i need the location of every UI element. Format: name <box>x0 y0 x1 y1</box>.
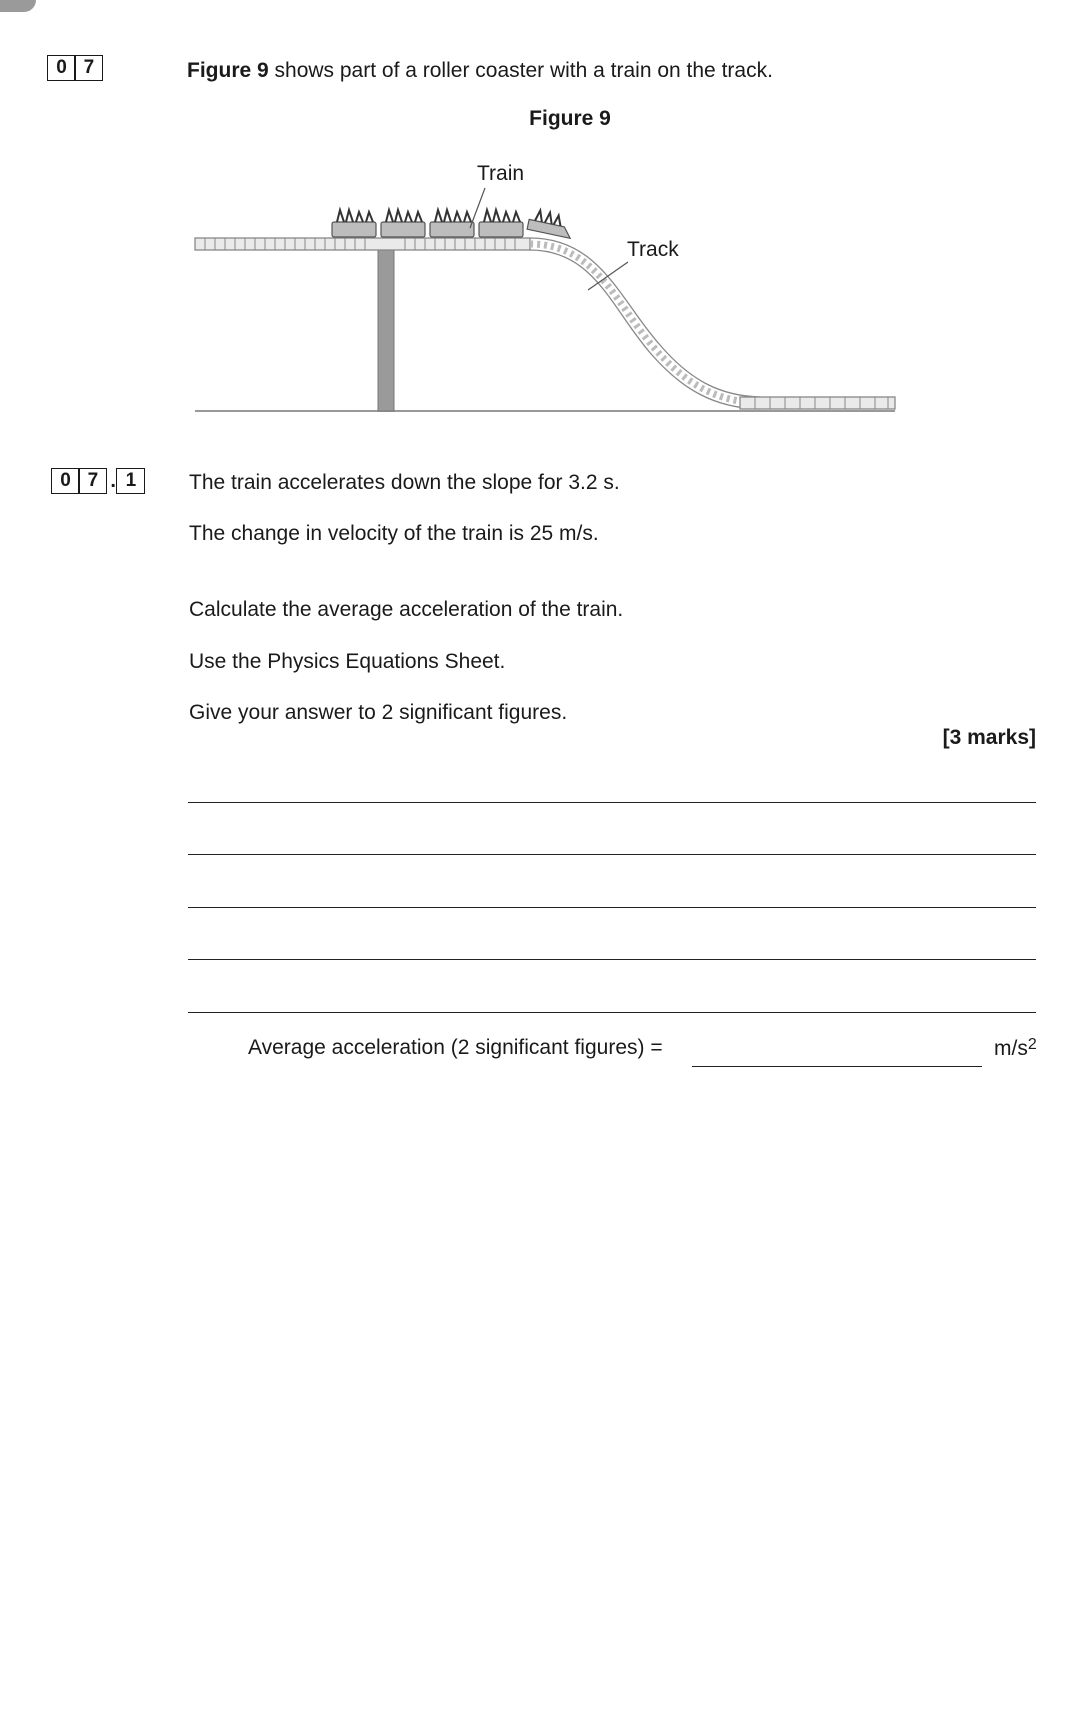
part-line-2: The change in velocity of the train is 25 m/s. <box>189 522 599 545</box>
part-line-1: The train accelerates down the slope for 3.2 s. <box>189 471 620 494</box>
answer-blank[interactable] <box>692 1066 982 1067</box>
part-digit-1: 0 <box>51 468 80 494</box>
lower-track <box>740 397 895 409</box>
question-digit-1: 0 <box>47 55 76 81</box>
roller-coaster-figure <box>0 0 1080 440</box>
answer-unit <box>994 1036 1037 1061</box>
track-label: Track <box>627 238 679 261</box>
train-car-2 <box>381 210 425 237</box>
answer-label: Average acceleration (2 significant figures) = <box>248 1036 663 1059</box>
train-car-front <box>527 209 574 239</box>
figure-title: Figure 9 <box>529 107 611 130</box>
train-car-4 <box>479 210 523 237</box>
unit-base: m/s <box>994 1037 1028 1060</box>
part-digit-2: 7 <box>78 468 107 494</box>
support-pillar <box>378 250 394 411</box>
working-line-3[interactable] <box>188 907 1036 908</box>
intro-figure-ref: Figure 9 <box>187 59 269 82</box>
working-line-4[interactable] <box>188 959 1036 960</box>
part-number-box <box>51 468 145 494</box>
working-line-1[interactable] <box>188 802 1036 803</box>
question-digit-2: 7 <box>74 55 103 81</box>
part-separator: . <box>110 470 116 492</box>
train-car-1 <box>332 210 376 237</box>
part-line-5: Give your answer to 2 significant figures. <box>189 701 568 724</box>
intro-rest: shows part of a roller coaster with a train on the track. <box>268 59 773 82</box>
working-line-5[interactable] <box>188 1012 1036 1013</box>
part-digit-3: 1 <box>116 468 145 494</box>
train-label: Train <box>477 162 525 185</box>
part-line-3: Calculate the average acceleration of the train. <box>189 598 624 621</box>
upper-track <box>195 238 530 250</box>
train-car-3 <box>430 210 474 237</box>
working-line-2[interactable] <box>188 854 1036 855</box>
train <box>332 209 574 239</box>
unit-exponent: 2 <box>1027 1036 1037 1053</box>
part-line-4: Use the Physics Equations Sheet. <box>189 650 506 673</box>
slope-track <box>530 238 760 409</box>
marks-label: [3 marks] <box>942 726 1036 749</box>
